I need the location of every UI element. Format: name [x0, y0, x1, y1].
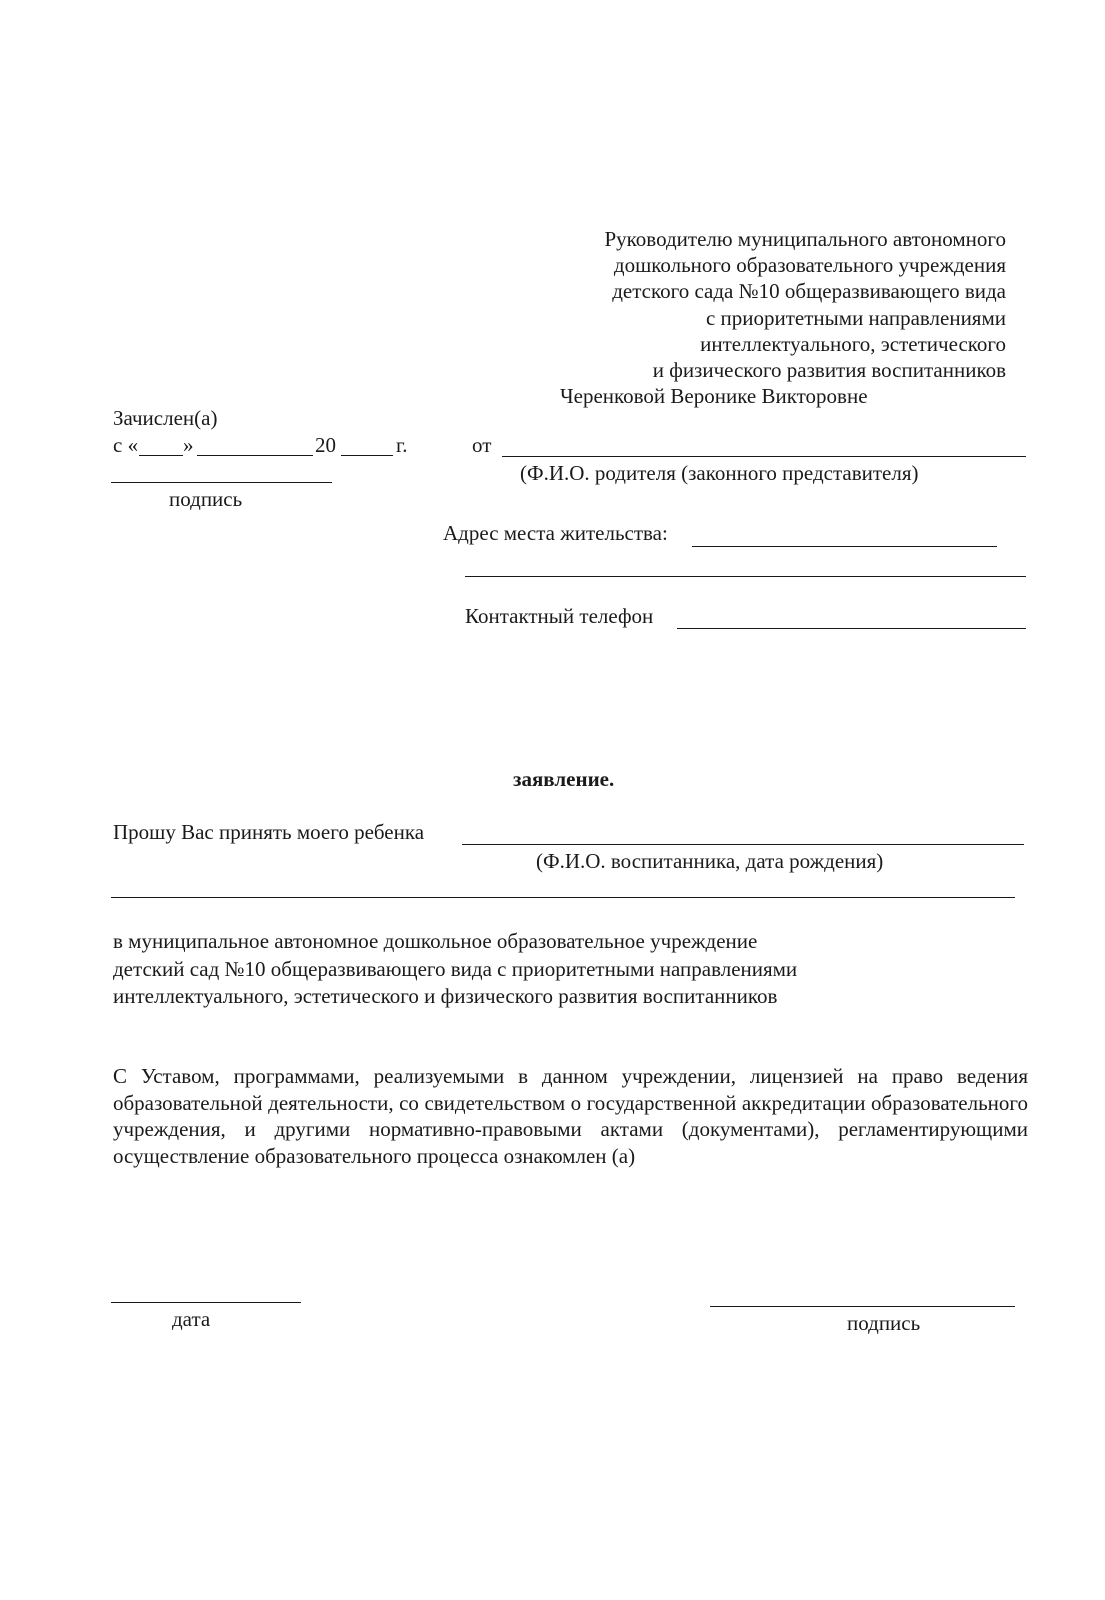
addressee-name: Черенковой Веронике Викторовне: [560, 384, 868, 409]
child-name-field-line-2[interactable]: [111, 897, 1015, 898]
from-label: от: [472, 433, 492, 457]
phone-label: Контактный телефон: [465, 604, 654, 628]
acknowledgement-paragraph: С Уставом, программами, реализуемыми в данном учреждении, лицензией на право ведения образовательной деятельности, со свидетельством о государственной аккредитации образовательного учреждения, и другими нормативно-правовыми актами (документами), регламентирующими осуществление образовательного процесса ознакомлен (а): [113, 1064, 1028, 1168]
institution-line: интеллектуального, эстетического и физического развития воспитанников: [113, 984, 778, 1008]
address-label: Адрес места жительства:: [443, 521, 668, 545]
document-title: заявление.: [513, 767, 615, 791]
addressee-block: [536, 226, 1006, 409]
address-field-line-1[interactable]: [692, 546, 997, 547]
addressee-line: интеллектуального, эстетического: [700, 331, 1006, 356]
date-field[interactable]: [111, 1302, 301, 1303]
enrollment-year-field[interactable]: [341, 455, 393, 456]
enrollment-month-field[interactable]: [197, 455, 313, 456]
addressee-line: и физического развития воспитанников: [652, 358, 1006, 383]
enrollment-day-field[interactable]: [139, 455, 183, 456]
parent-name-field[interactable]: [502, 456, 1026, 457]
address-field-line-2[interactable]: [465, 576, 1026, 577]
addressee-line: детского сада №10 общеразвивающего вида: [612, 279, 1006, 304]
addressee-line: Руководителю муниципального автономного: [604, 227, 1006, 251]
parent-name-caption: (Ф.И.О. родителя (законного представителя): [520, 461, 919, 485]
institution-line: детский сад №10 общеразвивающего вида с приоритетными направлениями: [113, 957, 798, 981]
signature-field[interactable]: [710, 1306, 1015, 1307]
enrollment-date-prefix: с «: [113, 433, 139, 457]
phone-field[interactable]: [677, 628, 1026, 629]
child-name-caption: (Ф.И.О. воспитанника, дата рождения): [536, 849, 884, 873]
addressee-line: с приоритетными направлениями: [705, 305, 1006, 330]
date-caption: дата: [172, 1307, 211, 1331]
signature-caption: подпись: [847, 1311, 921, 1335]
enrollment-year-prefix: 20: [315, 433, 336, 457]
child-name-field[interactable]: [462, 844, 1024, 845]
enrollment-label: Зачислен(а): [113, 406, 218, 430]
addressee-line: дошкольного образовательного учреждения: [613, 253, 1006, 278]
enrollment-signature-caption: подпись: [169, 487, 243, 511]
institution-line: в муниципальное автономное дошкольное образовательное учреждение: [113, 929, 758, 953]
enrollment-year-suffix: г.: [396, 433, 408, 457]
request-label: Прошу Вас принять моего ребенка: [113, 820, 425, 844]
enrollment-date-quote: »: [183, 433, 194, 457]
enrollment-signature-field[interactable]: [111, 482, 332, 483]
